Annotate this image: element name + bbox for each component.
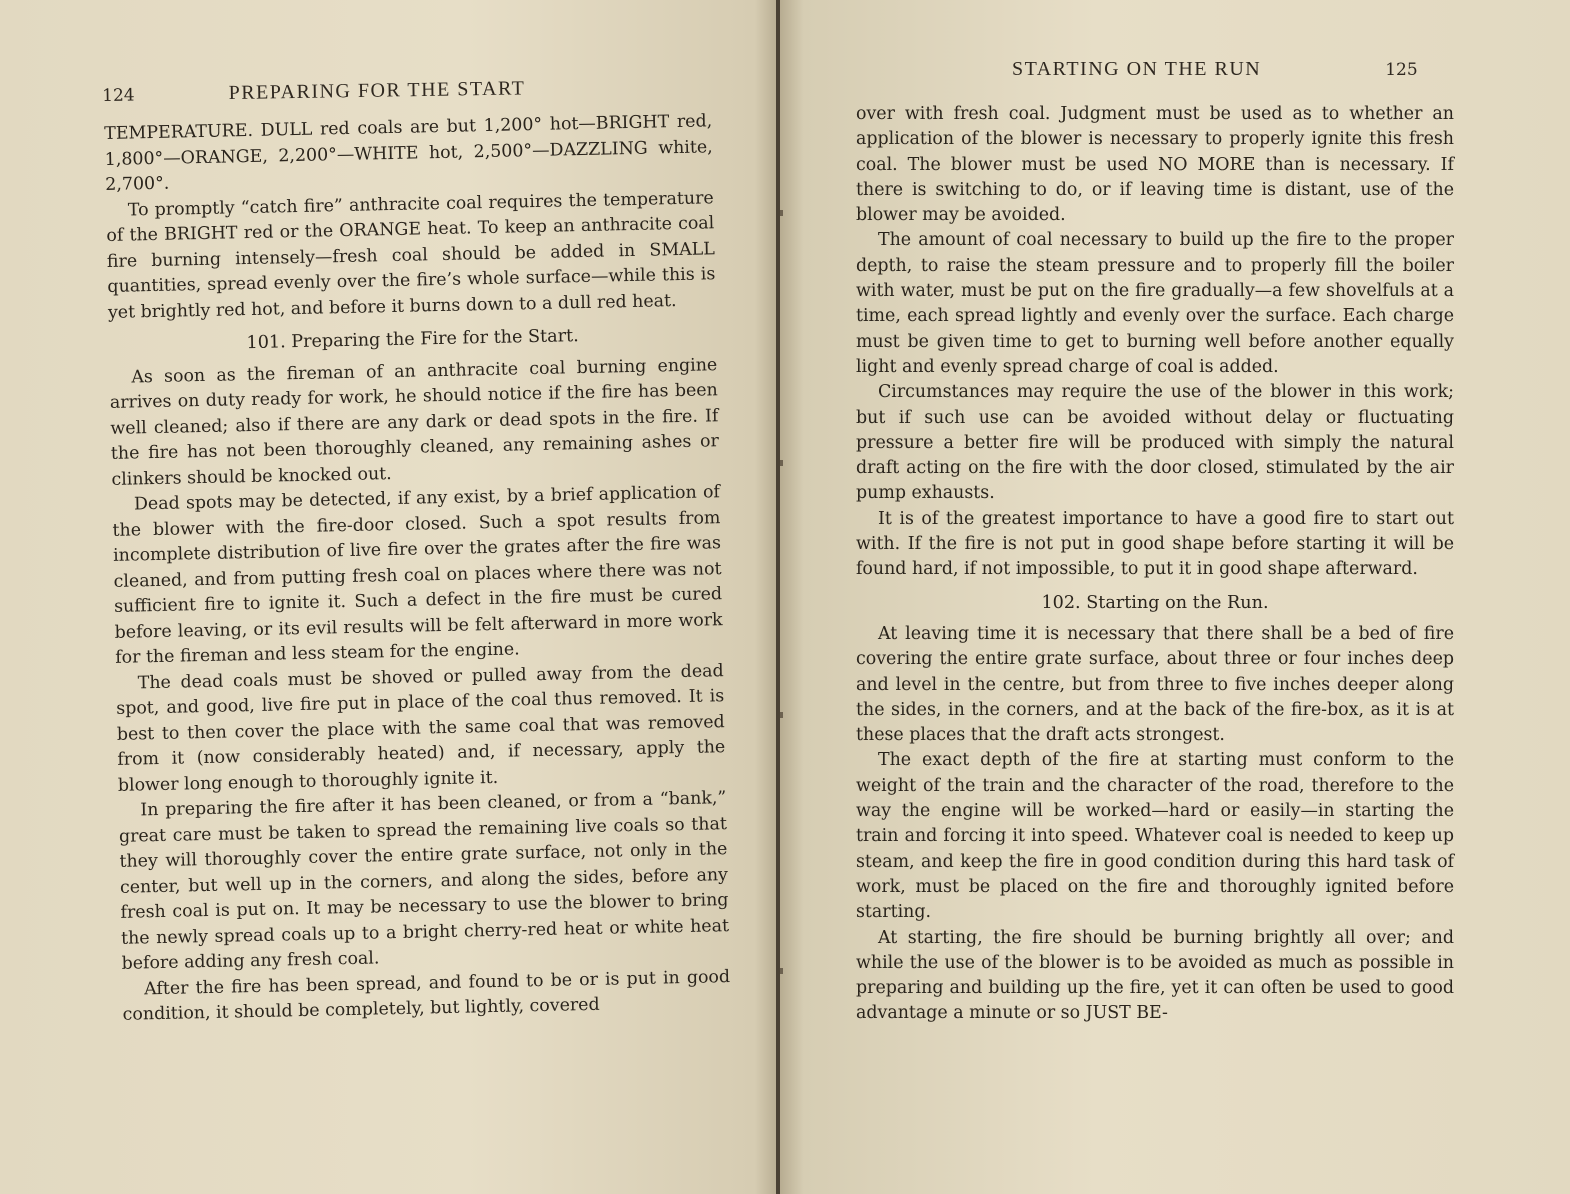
paragraph: TEMPERATURE. DULL red coals are but 1,200° hot—BRIGHT red, 1,800°—ORANGE, 2,200°—WHITE hot, 2,500°—DAZZLING white, 2,700°. <box>104 111 713 195</box>
paragraph: To promptly “catch fire” anthracite coal requires the temperature of the BRIGHT red or the ORANGE heat. To keep an anthracite coal fire burning intensely—fresh coal should be added in SMALL quantities, spread evenly over the fire’s whole surface—while this is yet brightly red hot, and before it burns down to a dull red heat. <box>106 187 716 323</box>
paragraph: At leaving time it is necessary that there shall be a bed of fire covering the entire grate surface, about three or four inches deep and level in the centre, but from three to five inches deeper along the sides, in the corners, and at the back of the fire-box, as it is at these places that the draft acts strongest. <box>856 623 1454 746</box>
running-head-title: STARTING ON THE RUN <box>1012 58 1262 80</box>
binding-stitch <box>780 210 783 216</box>
binding-stitch <box>780 460 783 466</box>
binding-stitch <box>780 968 783 974</box>
paragraph: Dead spots may be detected, if any exist, by a brief application of the blower with the fire-door closed. Such a spot results from incomplete distribution of live fire over the grates after the fire was cleaned, and from putting fresh coal on places where there was not sufficient fire to ignite it. Such a defect in the fire must be cured before leaving, or its evil results will be felt afterward in more work for the fireman and less steam for the engine. <box>112 482 723 668</box>
section-heading: 102. Starting on the Run. <box>1041 592 1269 613</box>
paragraph: The exact depth of the fire at starting must conform to the weight of the train and the character of the road, therefore to the way the engine will be worked—hard or easily—in starting the train and forcing it into speed. Whatever coal is needed to keep up steam, and keep the fire in good condition during this hard task of work, must be placed on the fire and thoroughly ignited before starting. <box>856 750 1454 923</box>
paragraph: At starting, the fire should be burning brightly all over; and while the use of the blower is to be avoided as much as possible in preparing and building up the fire, yet it can often be used to good advantage a minute or so JUST BE- <box>856 927 1454 1024</box>
paragraph: As soon as the fireman of an anthracite coal burning engine arrives on duty ready for work, he should notice if the fire has been well cleaned; also if there are any dark or dead spots in the fire. If the fire has not been thoroughly cleaned, any remaining ashes or clinkers should be knocked out. <box>109 354 720 490</box>
section-heading: 101. Preparing the Fire for the Start. <box>246 326 579 354</box>
paragraph: over with fresh coal. Judgment must be used as to whether an application of the blower is necessary to properly ignite this fresh coal. The blower must be used NO MORE than is necessary. If there is switching to do, or if leaving time is distant, use of the blower may be avoided. <box>856 104 1454 226</box>
paragraph: It is of the greatest importance to have a good fire to start out with. If the fire is not put in good shape before starting it will be found hard, if not impossible, to put it in good shape afterward. <box>856 508 1454 580</box>
running-head <box>1012 58 1462 81</box>
paragraph: In preparing the fire after it has been cleaned, or from a “bank,” great care must be taken to spread the remaining live coals so that they will thoroughly cover the entire grate surface, not only in the center, but well up in the corners, and along the sides, before any fresh coal is put on. It may be necessary to use the blower to bring the newly spread coals up to a bright cherry-red heat or white heat before adding any fresh coal. <box>118 788 730 974</box>
binding-stitch <box>780 712 783 718</box>
left-page <box>0 0 778 1194</box>
paragraph: The amount of coal necessary to build up the fire to the proper depth, to raise the steam pressure and to properly fill the boiler with water, must be put on the fire gradually—a few shovelfuls at a time, each spread lightly and evenly over the surface. Each charge must be given time to get to burning well before another equally light and evenly spread charge of coal is added. <box>856 230 1454 377</box>
running-head-title: PREPARING FOR THE START <box>228 77 526 105</box>
paragraph: Circumstances may require the use of the blower in this work; but if such use can be avoided without delay or fluctuating pressure a better fire will be produced with simply the natural draft acting on the fire with the door closed, stimulated by the air pump exhausts. <box>856 382 1454 504</box>
body-text <box>104 109 731 1028</box>
paragraph: The dead coals must be shoved or pulled away from the dead spot, and good, live fire put in place of the coal thus removed. It is best to then cover the place with the same coal that was removed from it (now considerably heated) and, if necessary, apply the blower long enough to thoroughly ignite it. <box>116 660 726 796</box>
running-head <box>102 75 702 107</box>
right-page <box>780 0 1570 1194</box>
body-text <box>856 102 1454 1027</box>
paragraph: After the fire has been spread, and found to be or is put in good condition, it should be completely, but lightly, covered <box>122 966 731 1025</box>
page-number: 125 <box>1385 60 1418 80</box>
page-number: 124 <box>102 85 135 106</box>
